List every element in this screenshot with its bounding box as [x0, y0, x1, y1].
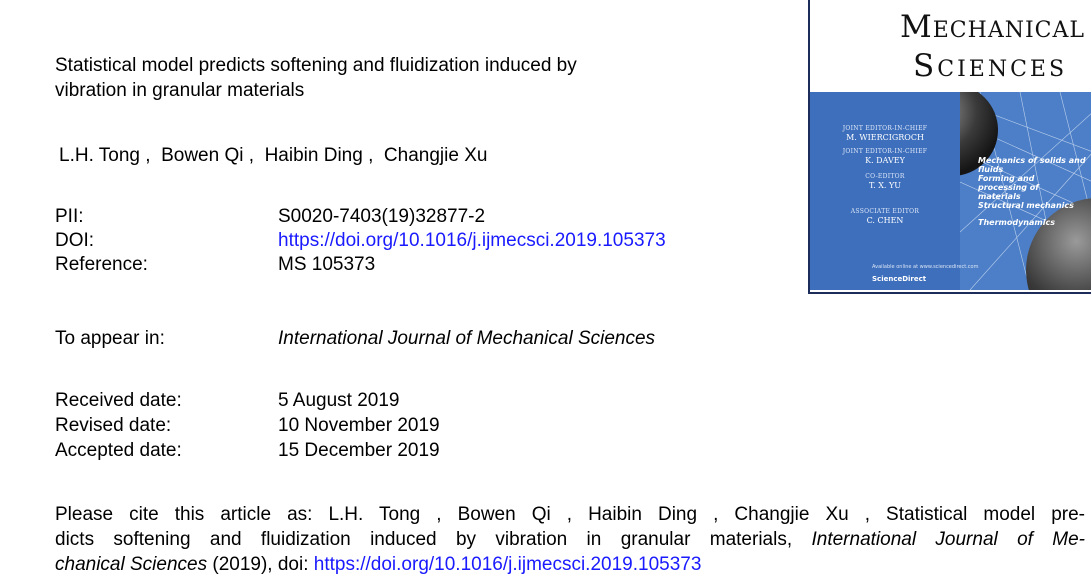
date-row-received [55, 389, 400, 413]
meta-label: Reference: [55, 254, 148, 275]
appear-row [55, 327, 655, 351]
sciencedirect-logo-text: ScienceDirect [872, 275, 927, 283]
date-label: Revised date: [55, 415, 172, 436]
meta-row-doi [55, 229, 666, 253]
meta-label: PII: [55, 206, 84, 227]
cover-editor-panel [810, 92, 960, 290]
editor-name: M. WIERCIGROCH [846, 133, 924, 142]
meta-row-pii [55, 205, 485, 229]
paper-title-line-2: vibration in granular materials [55, 80, 305, 101]
cover-topic: Mechanics of solids and fluids [978, 156, 1086, 174]
cover-topic: Thermodynamics [978, 218, 1055, 227]
citation-doi-link[interactable]: https://doi.org/10.1016/j.ijmecsci.2019.105373 [313, 554, 702, 575]
editor-label: CO-EDITOR [865, 173, 905, 180]
citation-line-1: Please cite this article as: L.H. Tong , Bowen Qi , Haibin Ding , Changjie Xu , Statistical model pre- [55, 504, 1085, 525]
received-date: 5 August 2019 [278, 390, 400, 411]
revised-date: 10 November 2019 [278, 415, 440, 436]
editor-name: C. CHEN [866, 216, 904, 225]
cover-title-word-2: Sciences [913, 48, 1068, 84]
editor-label: ASSOCIATE EDITOR [850, 208, 920, 215]
reference-value: MS 105373 [278, 254, 376, 275]
citation-text: dicts softening and fluidization induced by vibration in granular materials, [55, 529, 812, 550]
cover-topic: Forming and processing of materials [978, 174, 1039, 201]
date-row-revised [55, 414, 440, 438]
citation-block [55, 502, 1085, 577]
editor-name: K. DAVEY [865, 156, 905, 165]
editor-label: JOINT EDITOR-IN-CHIEF [842, 125, 928, 132]
doi-link[interactable]: https://doi.org/10.1016/j.ijmecsci.2019.105373 [278, 230, 666, 251]
editor-label: JOINT EDITOR-IN-CHIEF [842, 148, 928, 155]
journal-name: International Journal of Mechanical Sciences [278, 328, 656, 349]
cover-available-text: Available online at www.sciencedirect.com [872, 264, 979, 270]
journal-cover [808, 0, 1091, 294]
citation-line-2 [55, 527, 1085, 552]
cover-title-word-1: Mechanical [900, 9, 1085, 45]
paper-title-line-1: Statistical model predicts softening and fluidization induced by [55, 55, 577, 76]
citation-journal-end: chanical Sciences [55, 554, 208, 575]
citation-line-3 [55, 552, 1085, 577]
meta-row-reference [55, 253, 375, 277]
citation-text-doi: (2019), doi: [207, 554, 314, 575]
cover-header [810, 0, 1091, 92]
citation-journal: International Journal of Me- [811, 529, 1085, 550]
paper-title [55, 53, 745, 103]
date-label: Accepted date: [55, 440, 182, 461]
cover-topic: Structural mechanics [978, 201, 1074, 210]
appear-label: To appear in: [55, 328, 165, 349]
accepted-date: 15 December 2019 [278, 440, 440, 461]
date-row-accepted [55, 439, 440, 463]
meta-label: DOI: [55, 230, 95, 251]
date-label: Received date: [55, 390, 182, 411]
pii-value: S0020-7403(19)32877-2 [278, 206, 486, 227]
paper-authors: L.H. Tong , Bowen Qi , Haibin Ding , Changjie Xu [59, 145, 488, 166]
editor-name: T. X. YU [868, 181, 902, 190]
cover-sphere-bottom [1026, 198, 1091, 290]
